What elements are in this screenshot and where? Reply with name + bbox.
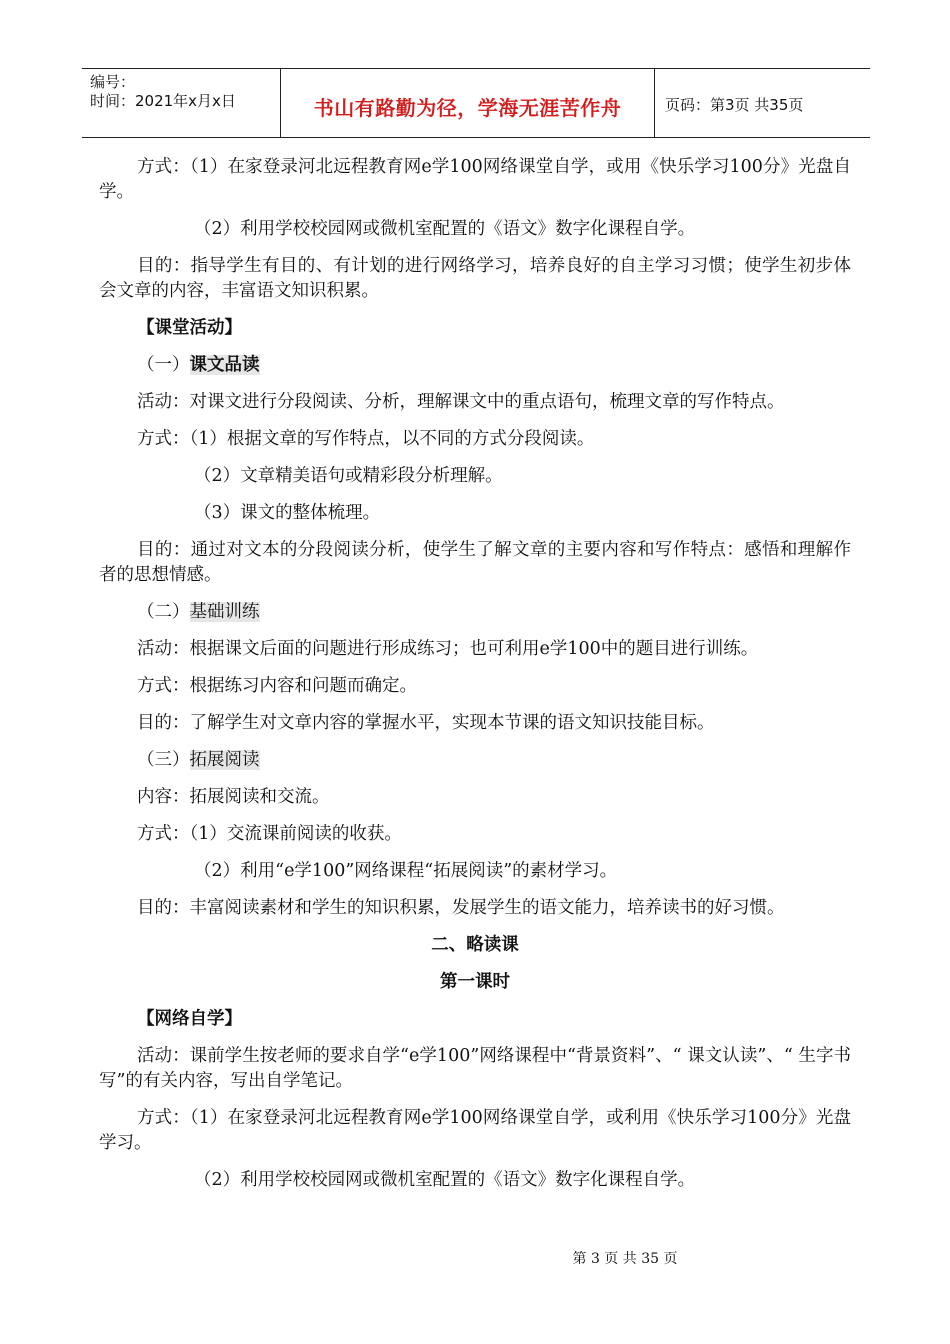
paragraph: 活动：根据课文后面的问题进行形成练习；也可利用e学100中的题目进行训练。 (137, 639, 759, 659)
paragraph: （2）文章精美语句或精彩段分析理解。 (194, 466, 503, 486)
paragraph: 目的：通过对文本的分段阅读分析，使学生了解文章的主要内容和写作特点：感悟和理解作者的思想情感。 (99, 540, 851, 585)
subsection-title: 拓展阅读 (189, 750, 260, 770)
paragraph: 方式：（1）在家登录河北远程教育网e学100网络课堂自学，或用《快乐学习100分》光盘自学。 (99, 157, 851, 202)
subsection-prefix: （一） (137, 355, 190, 375)
page-header (82, 68, 870, 138)
paragraph: 目的：了解学生对文章内容的掌握水平，实现本节课的语文知识技能目标。 (137, 713, 715, 733)
paragraph: 目的：指导学生有目的、有计划的进行网络学习，培养良好的自主学习习惯；使学生初步体会文章的内容，丰富语文知识积累。 (99, 256, 851, 301)
header-number-label: 编号： (90, 73, 136, 91)
paragraph: 目的：丰富阅读素材和学生的知识积累，发展学生的语文能力，培养读书的好习惯。 (137, 898, 785, 918)
header-motto: 书山有路勤为径，学海无涯苦作舟 (281, 69, 655, 137)
subsection-prefix: （二） (137, 602, 190, 622)
subsection-title: 基础训练 (189, 602, 260, 622)
document-body (99, 155, 851, 1205)
paragraph: 方式：（1）交流课前阅读的收获。 (137, 824, 402, 844)
subsection-heading (99, 748, 851, 773)
paragraph: （2）利用“e学100”网络课程“拓展阅读”的素材学习。 (194, 861, 618, 881)
paragraph: （2）利用学校校园网或微机室配置的《语文》数字化课程自学。 (194, 1170, 696, 1190)
header-page-label: 页码：第3页 共35页 (665, 95, 804, 114)
paragraph: 活动：对课文进行分段阅读、分析，理解课文中的重点语句，梳理文章的写作特点。 (137, 392, 785, 412)
paragraph: 方式：（1）根据文章的写作特点，以不同的方式分段阅读。 (137, 429, 595, 449)
page-footer: 第 3 页 共 35 页 (572, 1251, 678, 1267)
header-date-label: 时间：2021年x月x日 (90, 92, 236, 110)
paragraph: 方式：（1）在家登录河北远程教育网e学100网络课堂自学，或利用《快乐学习100分》光盘学习。 (99, 1108, 851, 1153)
lesson-heading: 第一课时 (440, 972, 510, 992)
paragraph: （3）课文的整体梳理。 (194, 503, 381, 523)
header-meta (82, 69, 281, 137)
section-heading: 【课堂活动】 (137, 318, 242, 338)
paragraph: 内容：拓展阅读和交流。 (137, 787, 330, 807)
subsection-heading (99, 353, 851, 378)
section-heading: 【网络自学】 (137, 1009, 242, 1029)
paragraph: 方式：根据练习内容和问题而确定。 (137, 676, 417, 696)
chapter-heading: 二、略读课 (431, 935, 519, 955)
subsection-heading (99, 600, 851, 625)
paragraph: （2）利用学校校园网或微机室配置的《语文》数字化课程自学。 (194, 219, 696, 239)
subsection-prefix: （三） (137, 750, 190, 770)
paragraph: 活动：课前学生按老师的要求自学“e学100”网络课程中“背景资料”、“ 课文认读”、“ 生字书写”的有关内容，写出自学笔记。 (99, 1046, 851, 1091)
subsection-title: 课文品读 (189, 355, 260, 375)
